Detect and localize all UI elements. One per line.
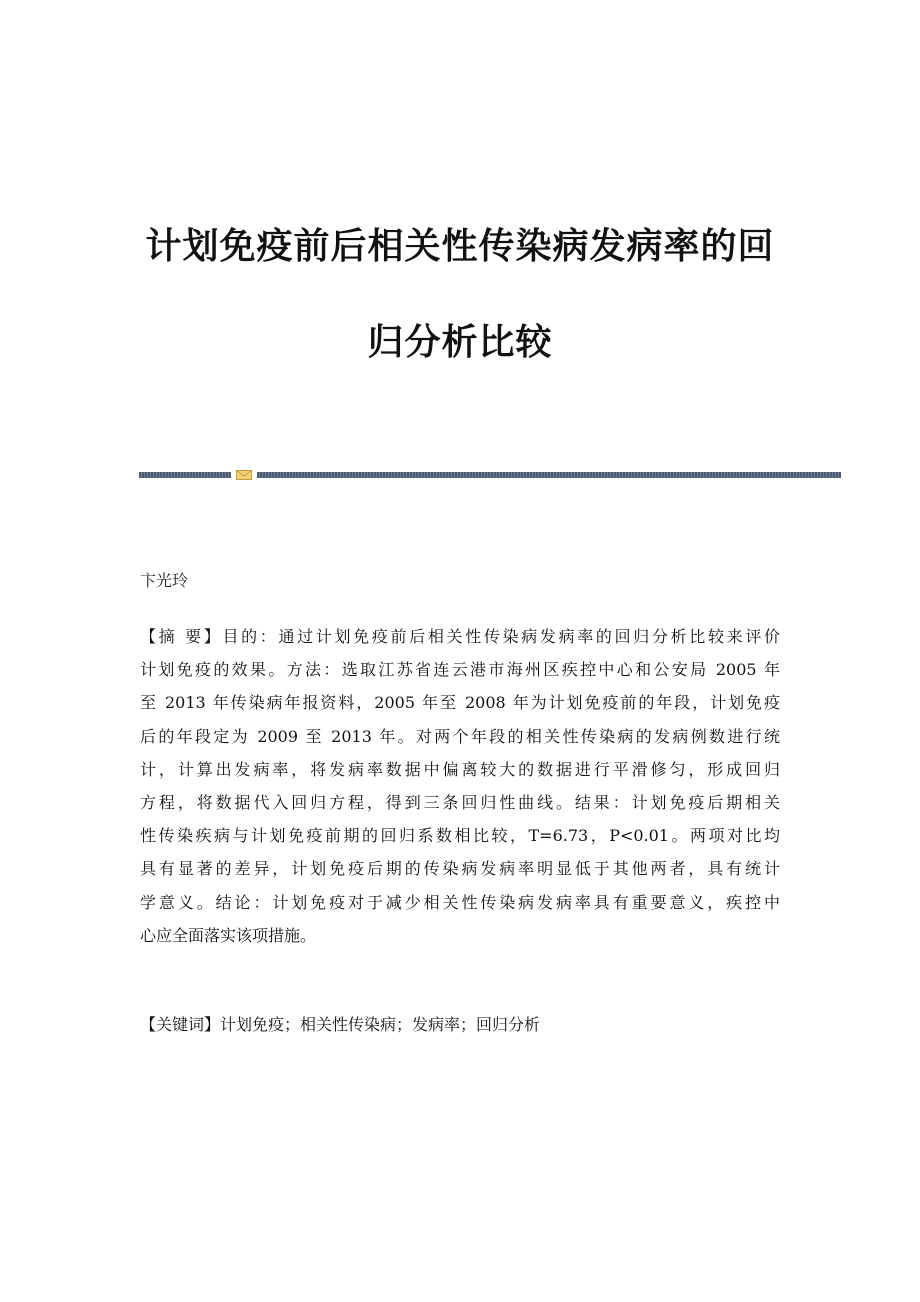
document-title-line-2: 归分析比较 bbox=[367, 322, 553, 363]
author-name: 卞光玲 bbox=[140, 571, 189, 590]
abstract-line: 至 2013 年传染病年报资料，2005 年至 2008 年为计划免疫前的年段，计划免疫 bbox=[140, 693, 780, 713]
abstract-line: 计划免疫的效果。方法：选取江苏省连云港市海州区疾控中心和公安局 2005 年 bbox=[140, 660, 780, 680]
divider-bar-right bbox=[257, 472, 841, 478]
divider-bar-left bbox=[139, 472, 231, 478]
abstract-line: 后的年段定为 2009 至 2013 年。对两个年段的相关性传染病的发病例数进行统 bbox=[140, 726, 780, 746]
abstract-line: 方程，将数据代入回归方程，得到三条回归性曲线。结果：计划免疫后期相关 bbox=[140, 792, 780, 812]
envelope-ornament-icon bbox=[236, 470, 252, 480]
abstract-line: 具有显著的差异，计划免疫后期的传染病发病率明显低于其他两者，具有统计 bbox=[140, 859, 780, 879]
abstract-line: 心应全面落实该项措施。 bbox=[140, 925, 317, 945]
abstract-line: 性传染疾病与计划免疫前期的回归系数相比较，T=6.73，P<0.01。两项对比均 bbox=[140, 826, 780, 846]
title-divider bbox=[139, 470, 841, 480]
abstract-line: 计，计算出发病率，将发病率数据中偏离较大的数据进行平滑修匀，形成回归 bbox=[140, 759, 780, 779]
keywords-line: 【关键词】计划免疫；相关性传染病；发病率；回归分析 bbox=[140, 1015, 541, 1034]
document-title-line-1: 计划免疫前后相关性传染病发病率的回 bbox=[145, 226, 775, 267]
abstract-line: 【摘 要】目的：通过计划免疫前后相关性传染病发病率的回归分析比较来评价 bbox=[140, 627, 780, 646]
abstract-line: 学意义。结论：计划免疫对于减少相关性传染病发病率具有重要意义，疾控中 bbox=[140, 892, 780, 912]
abstract-paragraph bbox=[140, 620, 780, 952]
